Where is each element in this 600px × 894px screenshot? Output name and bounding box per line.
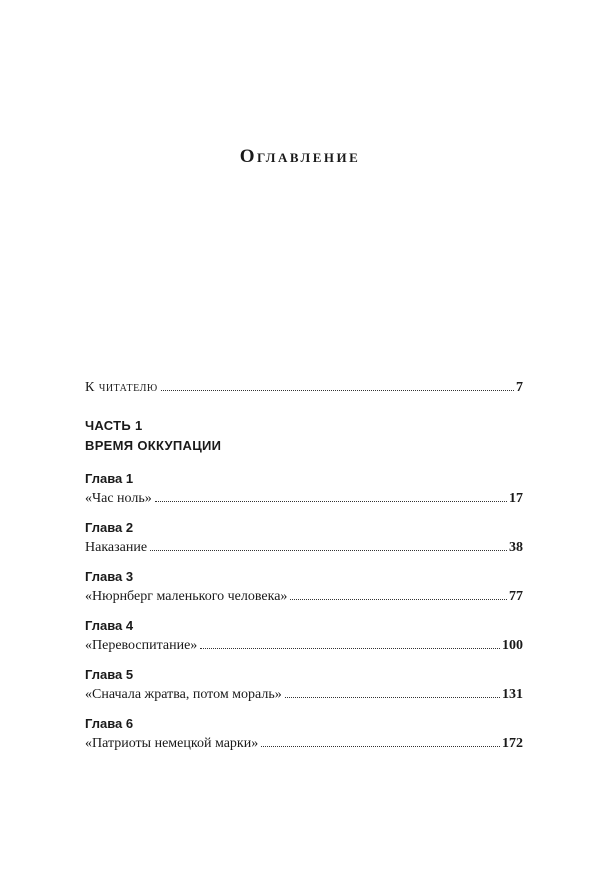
- entry-title: «Нюрнберг маленького человека»: [85, 589, 288, 604]
- toc-entry[interactable]: [85, 734, 523, 754]
- dot-leader: [200, 648, 500, 649]
- toc-chapter-5: [85, 665, 523, 705]
- entry-title: «Сначала жратва, потом мораль»: [85, 687, 282, 702]
- toc-entry[interactable]: [85, 538, 523, 558]
- dot-leader: [290, 599, 507, 600]
- chapter-label: Глава 4: [85, 618, 134, 633]
- page-number: 77: [509, 589, 523, 604]
- dot-leader: [261, 746, 500, 747]
- part-name: ВРЕМЯ ОККУПАЦИИ: [85, 438, 222, 453]
- toc-entry[interactable]: [85, 489, 523, 509]
- part-heading: [85, 416, 523, 456]
- toc-chapter-2: [85, 518, 523, 558]
- entry-title: К читателю: [85, 380, 158, 395]
- entry-title: «Перевоспитание»: [85, 638, 198, 653]
- chapter-label: Глава 5: [85, 667, 134, 682]
- dot-leader: [150, 550, 507, 551]
- toc-chapter-3: [85, 567, 523, 607]
- page-number: 100: [502, 638, 523, 653]
- page-number: 38: [509, 540, 523, 555]
- toc-entry-intro[interactable]: [85, 378, 523, 398]
- toc-entry[interactable]: [85, 685, 523, 705]
- chapter-label: Глава 6: [85, 716, 134, 731]
- toc-chapter-4: [85, 616, 523, 656]
- page-number: 7: [516, 380, 523, 395]
- dot-leader: [155, 501, 507, 502]
- part-number: ЧАСТЬ 1: [85, 418, 143, 433]
- chapter-label: Глава 2: [85, 520, 134, 535]
- page-number: 172: [502, 736, 523, 751]
- entry-title: Наказание: [85, 540, 148, 555]
- toc-entry[interactable]: [85, 587, 523, 607]
- page-title: Оглавление: [239, 146, 361, 167]
- chapter-label: Глава 1: [85, 471, 134, 486]
- page-number: 17: [509, 491, 523, 506]
- toc-entry[interactable]: [85, 636, 523, 656]
- table-of-contents: [85, 378, 523, 754]
- toc-chapter-6: [85, 714, 523, 754]
- toc-chapter-1: [85, 469, 523, 509]
- page-number: 131: [502, 687, 523, 702]
- entry-title: «Час ноль»: [85, 491, 152, 506]
- dot-leader: [161, 390, 514, 391]
- dot-leader: [285, 697, 500, 698]
- entry-title: «Патриоты немецкой марки»: [85, 736, 259, 751]
- chapter-label: Глава 3: [85, 569, 134, 584]
